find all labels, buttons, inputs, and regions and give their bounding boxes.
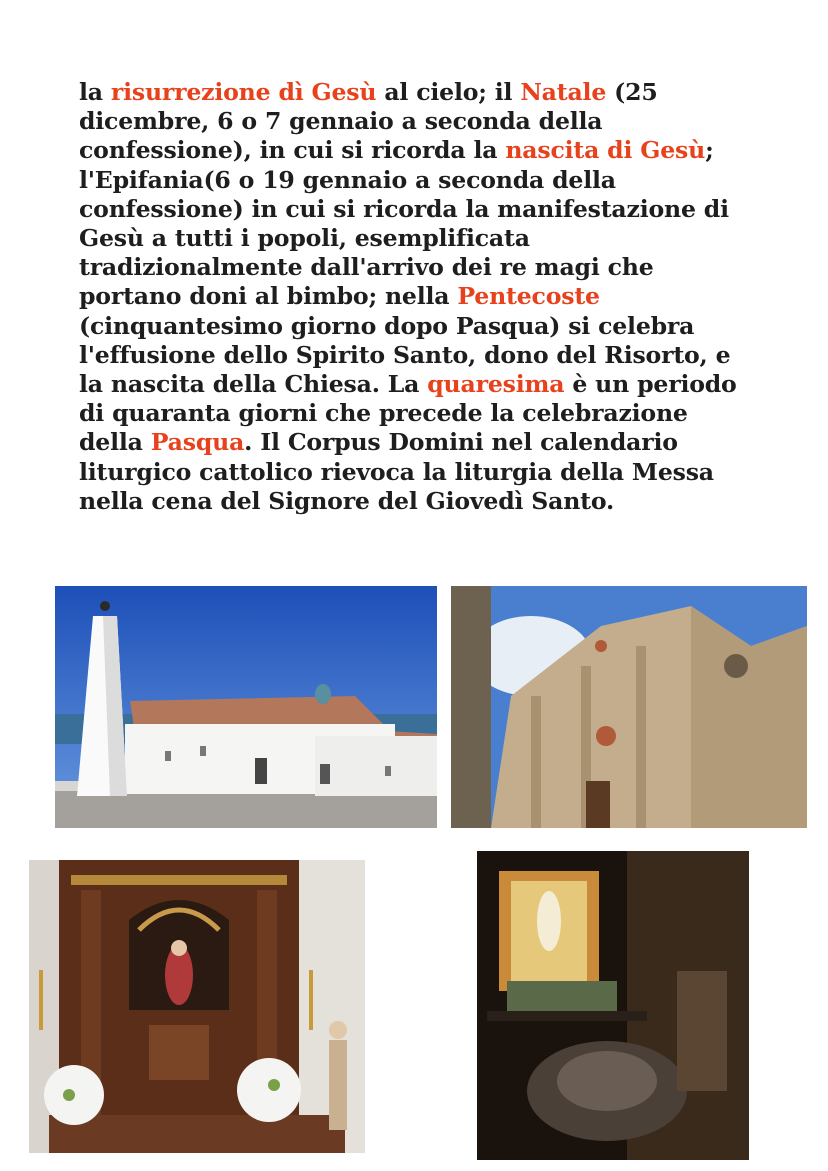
highlight-term: Pasqua — [150, 428, 245, 457]
highlight-term: quaresima — [427, 370, 565, 399]
stone-church-facade-photo — [451, 586, 807, 828]
text-segment: (cinquantesimo giorno dopo Pasqua) si celebra l'effusione dello Spirito Santo, dono del Risorto, e la nascita della Chiesa. La — [79, 311, 731, 399]
white-church-exterior-photo — [55, 586, 437, 828]
text-segment: è un periodo di quaranta giorni che precede la celebrazione della — [79, 370, 737, 457]
text-segment: . Il Corpus Domini nel calendario liturgico cattolico rievoca la liturgia della Messa nella cena del Signore del Giovedì Santo. — [79, 428, 714, 515]
highlight-term: Pentecoste — [457, 282, 600, 311]
highlight-term: nascita di Gesù — [505, 136, 706, 165]
highlight-term: risurrezione dì Gesù — [110, 78, 377, 106]
highlight-term: Natale — [520, 78, 607, 106]
carved-altar-with-madonna-photo — [29, 860, 365, 1153]
text-segment: la — [79, 78, 111, 106]
body-paragraph — [79, 78, 759, 516]
modern-church-interior-photo — [477, 851, 749, 1160]
text-segment: (25 dicembre, 6 o 7 gennaio a seconda della confessione), in cui si ricorda la — [79, 78, 658, 165]
text-segment: al cielo; il — [376, 78, 521, 106]
text-segment: ; l'Epifania(6 o 19 gennaio a seconda della confessione) in cui si ricorda la manifestazione di Gesù a tutti i popoli, esemplificata tradizionalmente dall'arrivo dei re magi che portano doni al bimbo; nella — [79, 136, 729, 311]
